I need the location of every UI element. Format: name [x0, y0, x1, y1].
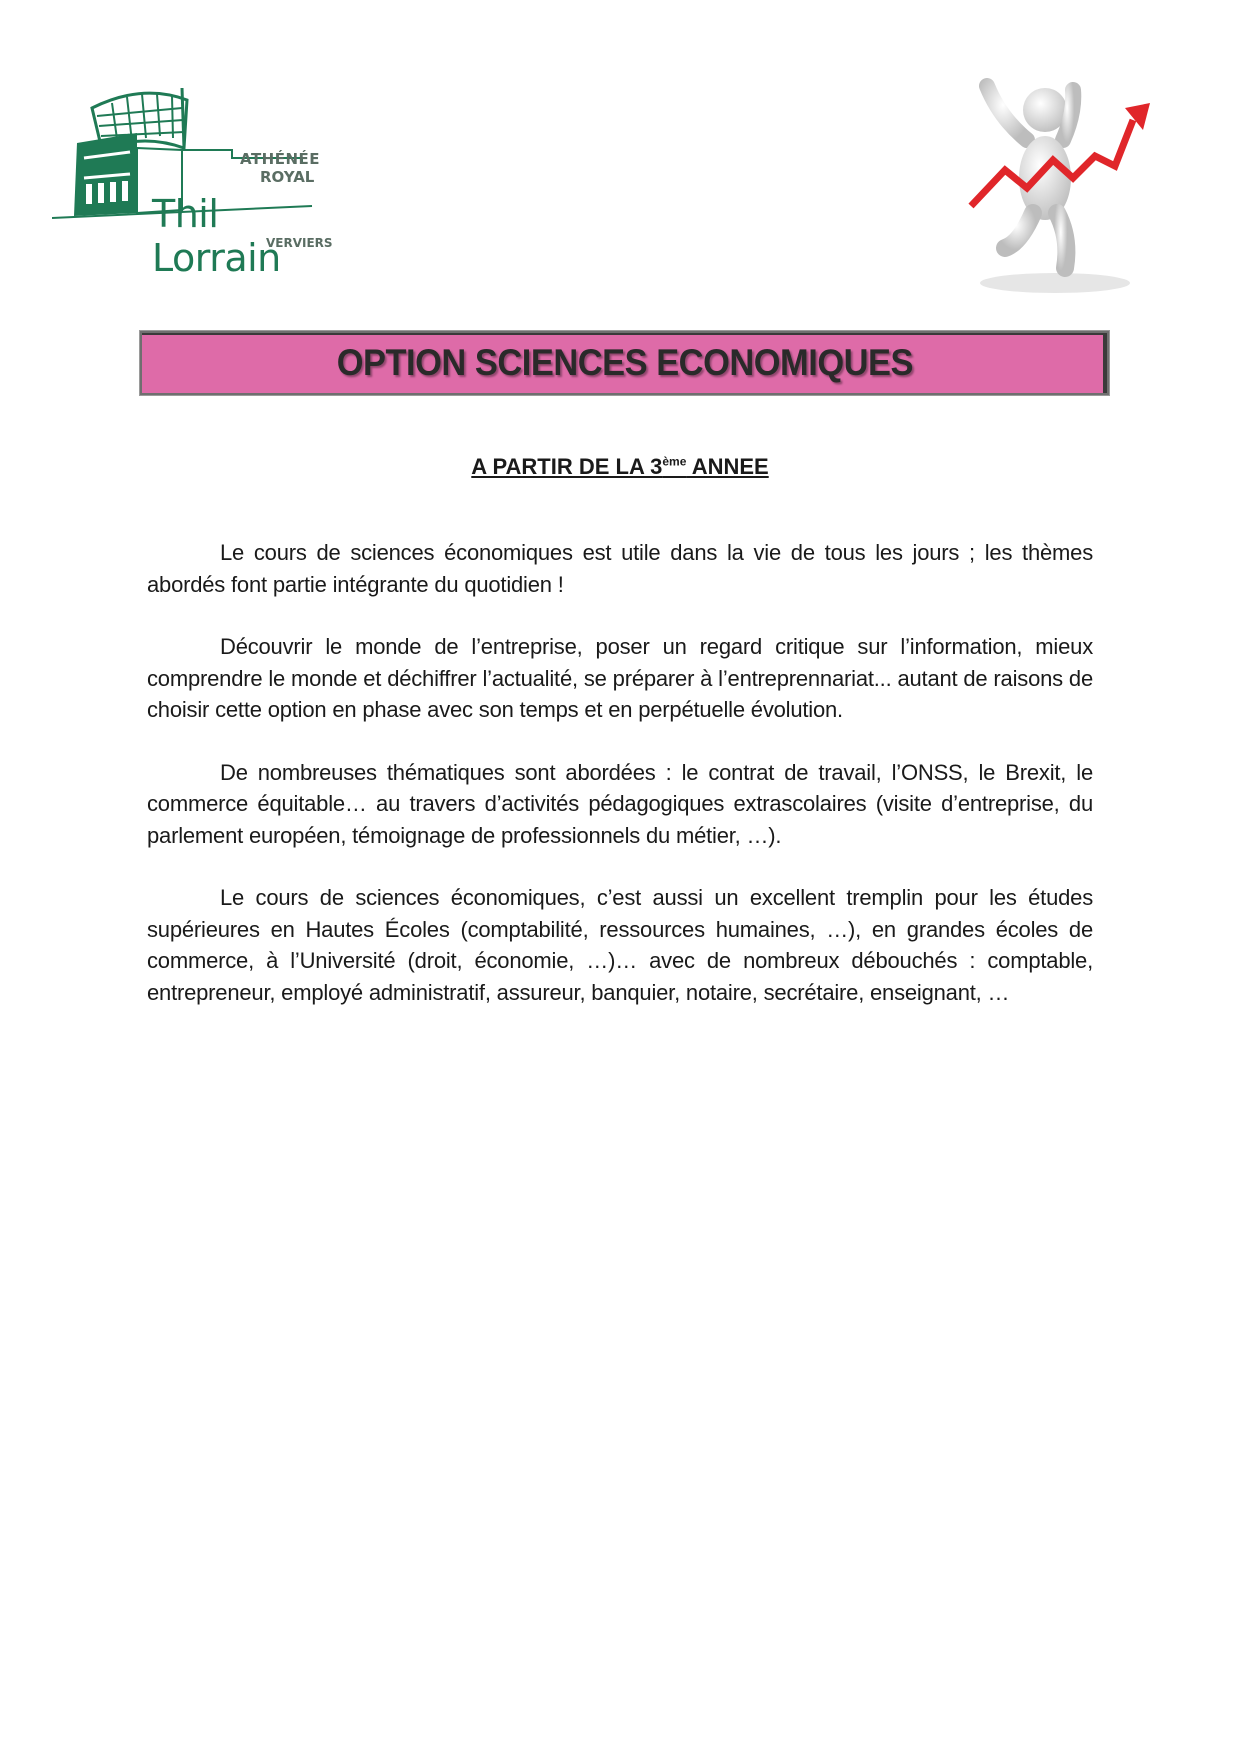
paragraph-2: Découvrir le monde de l’entreprise, poser un regard critique sur l’information, mieux comprendre le monde et déchiffrer l’actualité, se préparer à l’entreprennariat... autant de raisons de choisir cette option en phase avec son temps et en perpétuelle évolution. [147, 634, 1093, 722]
figure-jumping-growth-arrow-icon [965, 78, 1155, 298]
body-text [147, 537, 1093, 1039]
logo-school-name: Thil Lorrain [152, 192, 281, 280]
page-title: OPTION SCIENCES ECONOMIQUES [336, 342, 913, 383]
title-banner [140, 331, 1109, 395]
school-logo [52, 88, 352, 280]
logo-line-royal: ROYAL [260, 168, 315, 186]
subtitle [0, 454, 1240, 480]
subtitle-text-start: A PARTIR DE LA 3 [471, 454, 663, 479]
logo-city: VERVIERS [266, 236, 333, 250]
subtitle-superscript: ème [662, 454, 687, 469]
paragraph-4: Le cours de sciences économiques, c’est aussi un excellent tremplin pour les études supérieures en Hautes Écoles (comptabilité, ressources humaines, …), en grandes écoles de commerce, à l’Université (droit, économie, …)… avec de nombreux débouchés : comptable, entrepreneur, employé administratif, assureur, banquier, notaire, secrétaire, enseignant, … [147, 885, 1093, 1005]
paragraph-1: Le cours de sciences économiques est utile dans la vie de tous les jours ; les thèmes abordés font partie intégrante du quotidien ! [147, 540, 1093, 597]
paragraph-3: De nombreuses thématiques sont abordées : le contrat de travail, l’ONSS, le Brexit, le commerce équitable… au travers d’activités pédagogiques extrascolaires (visite d’entreprise, du parlement européen, témoignage de professionnels du métier, …). [147, 759, 1093, 848]
logo-line-athenee: ATHÉNÉE [240, 150, 321, 168]
subtitle-text-end: ANNEE [686, 454, 769, 479]
growth-figure-illustration [965, 78, 1155, 298]
